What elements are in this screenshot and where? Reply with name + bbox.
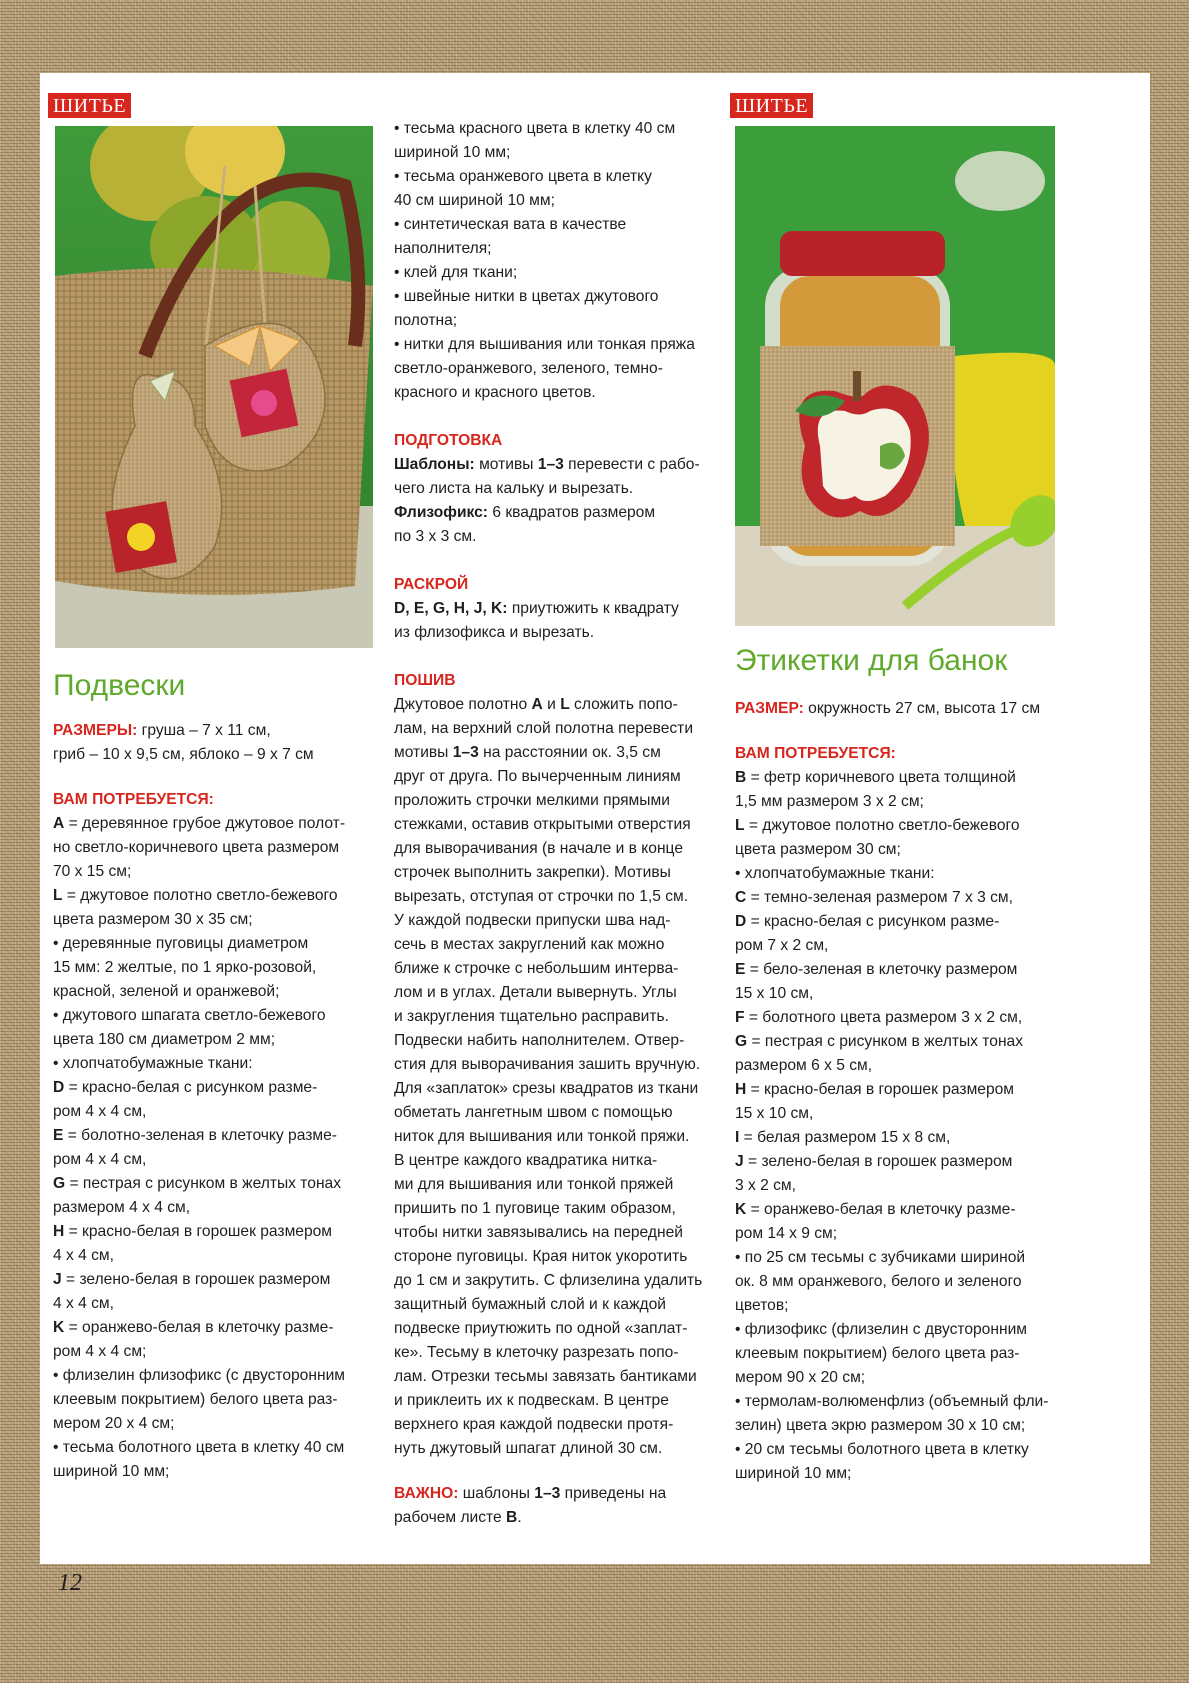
materials-line: A = деревянное грубое джутовое полот- [53, 815, 346, 832]
prep-heading: ПОДГОТОВКА [394, 432, 503, 449]
materials-line: шириной 10 мм; [53, 1463, 170, 1480]
materials-line: G = пестрая с рисунком в желтых тонах [53, 1175, 342, 1192]
materials-line: D = красно-белая с рисунком разме- [53, 1079, 318, 1096]
section-tag-right: ШИТЬЕ [730, 93, 813, 118]
ornaments-title: Подвески [53, 669, 186, 702]
sewing-line: ближе к строчке с небольшим интерва- [394, 960, 679, 977]
materials-line: ром 4 х 4 см, [53, 1103, 147, 1120]
materials-line: ром 4 х 4 см, [53, 1151, 147, 1168]
materials-line: 40 см шириной 10 мм; [394, 192, 555, 209]
materials-line: E = болотно-зеленая в клеточку разме- [53, 1127, 337, 1144]
materials-line: размером 4 х 4 см, [53, 1199, 191, 1216]
materials-line: • деревянные пуговицы диаметром [53, 935, 309, 952]
materials-line: J = зелено-белая в горошек размером [735, 1153, 1013, 1170]
materials-line: • джутового шпагата светло-бежевого [53, 1007, 326, 1024]
instructions-column [394, 117, 724, 1530]
materials-line: светло-оранжевого, зеленого, темно- [394, 360, 663, 377]
sewing-line: защитный бумажный слой и к каждой [394, 1296, 666, 1313]
sewing-line: чтобы нитки завязывались на передней [394, 1224, 683, 1241]
sizes-label: РАЗМЕРЫ: [53, 722, 138, 739]
sewing-line: лом и в углах. Детали вывернуть. Углы [394, 984, 677, 1001]
materials-line: G = пестрая с рисунком в желтых тонах [735, 1033, 1024, 1050]
materials-line: 70 х 15 см; [53, 863, 132, 880]
sizes-line-2: гриб – 10 х 9,5 см, яблоко – 9 х 7 см [53, 746, 314, 763]
jar-labels-title: Этикетки для банок [735, 644, 1008, 677]
sewing-line: друг от друга. По вычерченным линиям [394, 768, 681, 785]
materials-line: K = оранжево-белая в клеточку разме- [735, 1201, 1016, 1218]
materials-line: 1,5 мм размером 3 х 2 см; [735, 793, 924, 810]
needs-heading-right: ВАМ ПОТРЕБУЕТСЯ: [735, 745, 896, 762]
materials-line: • швейные нитки в цветах джутового [394, 288, 659, 305]
jar-labels-text-column [735, 697, 1065, 1486]
materials-line: L = джутовое полотно светло-бежевого [53, 887, 338, 904]
materials-line: • по 25 см тесьмы с зубчиками шириной [735, 1249, 1026, 1266]
materials-line: 4 х 4 см, [53, 1295, 114, 1312]
materials-line: зелин) цвета экрю размером 30 х 10 см; [735, 1417, 1026, 1434]
materials-line: цвета размером 30 х 35 см; [53, 911, 253, 928]
sewing-line: У каждой подвески припуски шва над- [394, 912, 671, 929]
materials-line: ром 7 х 2 см, [735, 937, 829, 954]
materials-line: • синтетическая вата в качестве [394, 216, 627, 233]
sewing-line: и закругления тщательно расправить. [394, 1008, 669, 1025]
prep-line: Флизофикс: 6 квадратов размером [394, 504, 656, 521]
materials-line: D = красно-белая с рисунком разме- [735, 913, 1000, 930]
materials-line: красной, зеленой и оранжевой; [53, 983, 280, 1000]
materials-line: размером 6 х 5 см, [735, 1057, 873, 1074]
prep-line: по 3 х 3 см. [394, 528, 477, 545]
materials-line: • нитки для вышивания или тонкая пряжа [394, 336, 695, 353]
sizes-line: РАЗМЕРЫ: груша – 7 х 11 см, [53, 722, 271, 739]
materials-line: мером 20 х 4 см; [53, 1415, 175, 1432]
materials-line: H = красно-белая в горошек размером [735, 1081, 1015, 1098]
sewing-line: лам, на верхний слой полотна перевести [394, 720, 694, 737]
sewing-line: пришить по 1 пуговице таким образом, [394, 1200, 676, 1217]
materials-line: • тесьма оранжевого цвета в клетку [394, 168, 652, 185]
sewing-line: верхнего края каждой подвески протя- [394, 1416, 674, 1433]
materials-line: 15 х 10 см, [735, 1105, 814, 1122]
materials-line: клеевым покрытием) белого цвета раз- [735, 1345, 1020, 1362]
materials-line: 15 х 10 см, [735, 985, 814, 1002]
materials-line: 4 х 4 см, [53, 1247, 114, 1264]
sewing-line: стия для выворачивания зашить вручную. [394, 1056, 701, 1073]
sewing-line: стороне пуговицы. Края ниток укоротить [394, 1248, 688, 1265]
sewing-line: ке». Тесьму в клеточку разрезать попо- [394, 1344, 679, 1361]
materials-line: шириной 10 мм; [735, 1465, 852, 1482]
cut-line: из флизофикса и вырезать. [394, 624, 595, 641]
sewing-line: подвеске приутюжить по одной «заплат- [394, 1320, 688, 1337]
sewing-line: вырезать, отступая от строчки по 1,5 см. [394, 888, 689, 905]
sewing-line: строчек выполнить закрепки). Мотивы [394, 864, 671, 881]
materials-line: J = зелено-белая в горошек размером [53, 1271, 331, 1288]
sewing-line: нуть джутовый шпагат длиной 30 см. [394, 1440, 663, 1457]
materials-line: C = темно-зеленая размером 7 х 3 см, [735, 889, 1013, 906]
size-line-right: РАЗМЕР: окружность 27 см, высота 17 см [735, 700, 1041, 717]
materials-line: клеевым покрытием) белого цвета раз- [53, 1391, 338, 1408]
materials-line: мером 90 х 20 см; [735, 1369, 866, 1386]
needs-heading-left: ВАМ ПОТРЕБУЕТСЯ: [53, 791, 214, 808]
sewing-line: для выворачивания (в начале и в конце [394, 840, 683, 857]
materials-line: ром 14 х 9 см; [735, 1225, 838, 1242]
materials-line: K = оранжево-белая в клеточку разме- [53, 1319, 334, 1336]
materials-line: наполнителя; [394, 240, 492, 257]
materials-line: цвета размером 30 см; [735, 841, 901, 858]
section-tag-left: ШИТЬЕ [48, 93, 131, 118]
materials-line: • флизелин флизофикс (с двусторонним [53, 1367, 346, 1384]
sewing-line: мотивы 1–3 на расстоянии ок. 3,5 см [394, 744, 661, 761]
jar-illustration [735, 126, 1055, 626]
materials-line: но светло-коричневого цвета размером [53, 839, 340, 856]
materials-line: шириной 10 мм; [394, 144, 511, 161]
sewing-line: обметать лангетным швом с помощью [394, 1104, 673, 1121]
materials-line: • флизофикс (флизелин с двусторонним [735, 1321, 1028, 1338]
materials-line: полотна; [394, 312, 458, 329]
jar-photo [735, 126, 1055, 626]
materials-line: цветов; [735, 1297, 789, 1314]
sew-heading: ПОШИВ [394, 672, 456, 689]
materials-line: • 20 см тесьмы болотного цвета в клетку [735, 1441, 1029, 1458]
materials-line: • термолам-волюменфлиз (объемный фли- [735, 1393, 1049, 1410]
sewing-line: ми для вышивания или тонкой пряжей [394, 1176, 674, 1193]
materials-line: B = фетр коричневого цвета толщиной [735, 769, 1016, 786]
materials-line: L = джутовое полотно светло-бежевого [735, 817, 1020, 834]
sewing-line: лам. Отрезки тесьмы завязать бантиками [394, 1368, 697, 1385]
materials-line: I = белая размером 15 х 8 см, [735, 1129, 951, 1146]
cut-heading: РАСКРОЙ [394, 576, 469, 593]
materials-line: цвета 180 см диаметром 2 мм; [53, 1031, 276, 1048]
materials-line: • тесьма болотного цвета в клетку 40 см [53, 1439, 345, 1456]
sewing-line: Джутовое полотно A и L сложить попо- [394, 696, 678, 713]
materials-line: 3 х 2 см, [735, 1177, 796, 1194]
sewing-line: Для «заплаток» срезы квадратов из ткани [394, 1080, 699, 1097]
materials-line: ок. 8 мм оранжевого, белого и зеленого [735, 1273, 1022, 1290]
ornaments-illustration [55, 126, 373, 648]
materials-line: 15 мм: 2 желтые, по 1 ярко-розовой, [53, 959, 317, 976]
materials-line: E = бело-зеленая в клеточку размером [735, 961, 1018, 978]
important-note-2: рабочем листе B. [394, 1509, 522, 1526]
materials-line: F = болотного цвета размером 3 х 2 см, [735, 1009, 1023, 1026]
sewing-line: и приклеить их к подвескам. В центре [394, 1392, 669, 1409]
materials-line: ром 4 х 4 см; [53, 1343, 147, 1360]
materials-line: • тесьма красного цвета в клетку 40 см [394, 120, 676, 137]
sewing-line: сечь в местах закруглений как можно [394, 936, 665, 953]
ornaments-text-column [53, 719, 373, 1484]
sewing-line: проложить строчки мелкими прямыми [394, 792, 670, 809]
sewing-line: стежками, оставив открытыми отверстия [394, 816, 691, 833]
prep-line: Шаблоны: мотивы 1–3 перевести с рабо- [394, 456, 700, 473]
materials-line: • хлопчатобумажные ткани: [53, 1055, 253, 1072]
prep-line: чего листа на кальку и вырезать. [394, 480, 634, 497]
sewing-line: В центре каждого квадратика нитка- [394, 1152, 658, 1169]
important-note: ВАЖНО: шаблоны 1–3 приведены на [394, 1485, 667, 1502]
sewing-line: до 1 см и закрутить. С флизелина удалить [394, 1272, 703, 1289]
sewing-line: Подвески набить наполнителем. Отвер- [394, 1032, 685, 1049]
materials-line: • клей для ткани; [394, 264, 518, 281]
materials-line: • хлопчатобумажные ткани: [735, 865, 935, 882]
materials-line: H = красно-белая в горошек размером [53, 1223, 333, 1240]
ornaments-photo [55, 126, 373, 648]
sewing-line: ниток для вышивания или тонкой пряжи. [394, 1128, 690, 1145]
cut-line: D, E, G, H, J, K: приутюжить к квадрату [394, 600, 679, 617]
page-number: 12 [58, 1570, 82, 1596]
materials-line: красного и красного цветов. [394, 384, 596, 401]
